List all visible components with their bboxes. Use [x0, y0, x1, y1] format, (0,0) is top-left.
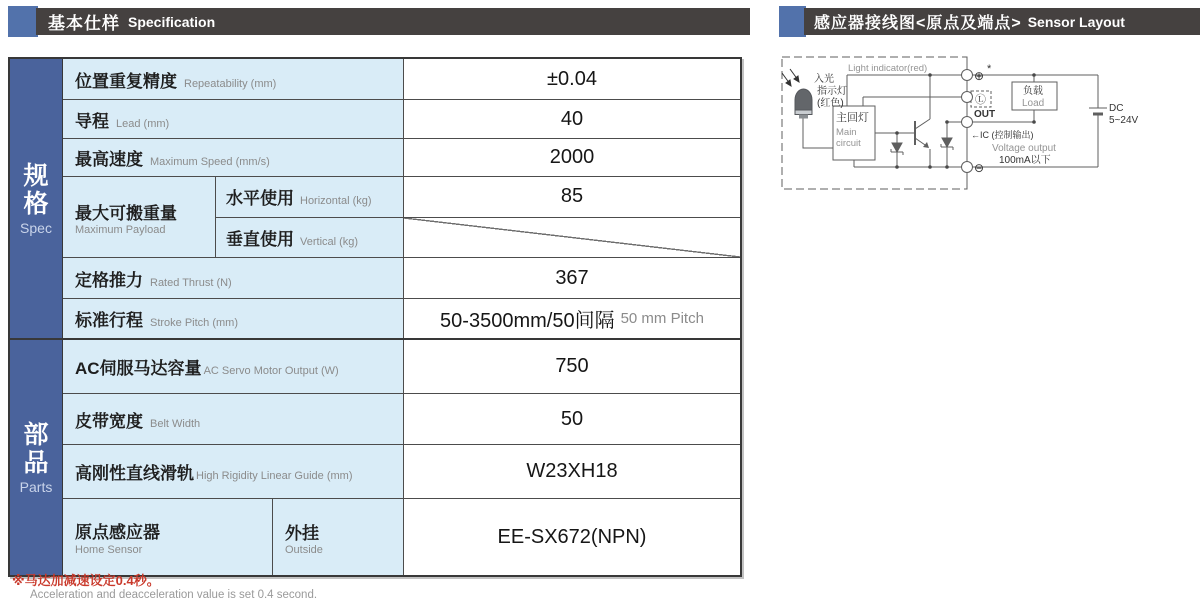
- sensor-layout-header-bar: [804, 8, 1200, 35]
- led-icon: [795, 89, 812, 119]
- row-label-cn: 水平使用: [226, 189, 294, 209]
- row-value: 750: [404, 340, 740, 393]
- row-label-cn: 最高速度: [75, 150, 143, 169]
- section-label-parts-cn: 部品: [23, 420, 49, 477]
- light-arrows-icon: [782, 69, 799, 86]
- row-label-cn: 标准行程: [75, 311, 143, 330]
- row-value: EE-SX672(NPN): [404, 499, 740, 575]
- row-label-cn: 最大可搬重量: [75, 203, 177, 223]
- row-value: 367: [404, 258, 740, 298]
- stroke-pitch-value: 50-3500mm/50间隔: [440, 310, 615, 332]
- stroke-pitch-value-en: 50 mm Pitch: [620, 310, 704, 327]
- section-label-parts-en: Parts: [19, 478, 53, 495]
- footnote-en: Acceleration and deacceleration value is set 0.4 second.: [30, 589, 318, 601]
- load-label-cn: 负载: [1023, 86, 1043, 97]
- row-label-cn: AC伺服马达容量: [75, 359, 202, 378]
- terminal-star-label: *: [987, 63, 992, 75]
- row-value: 85: [404, 177, 740, 217]
- section-label-spec-en: Spec: [20, 219, 52, 236]
- table-row-max-speed: [63, 139, 740, 177]
- specification-table: [8, 57, 742, 577]
- row-label-en: High Rigidity Linear Guide (mm): [196, 470, 353, 482]
- payload-label: [63, 177, 216, 257]
- row-label-en: Vertical (kg): [300, 235, 359, 248]
- main-circuit-label-cn: 主回灯: [836, 112, 869, 124]
- row-label-en: Lead (mm): [116, 117, 170, 130]
- footnote-cn: ※马达加减速设定0.4秒。: [12, 573, 160, 588]
- table-row-lead: [63, 100, 740, 139]
- terminal-plus-label: ⊕: [974, 69, 985, 83]
- table-row-stroke-pitch: [63, 299, 740, 338]
- accent-square-right: [779, 6, 806, 37]
- row-value: 2000: [404, 139, 740, 176]
- table-row-max-payload: [63, 177, 740, 258]
- row-value-na-diagonal: [404, 218, 740, 258]
- row-value: ±0.04: [404, 59, 740, 99]
- specification-title-en: Specification: [128, 13, 216, 30]
- row-label-cn: 皮带宽度: [75, 411, 143, 431]
- row-label-cn: 高刚性直线滑轨: [75, 464, 194, 483]
- section-label-spec-cn: 规格: [23, 161, 49, 218]
- row-value: [404, 299, 740, 338]
- terminal-out-label: OUT: [974, 109, 996, 120]
- row-label-en: Rated Thrust (N): [150, 276, 232, 289]
- row-label-cn: 原点感应器: [75, 523, 160, 542]
- dc-label: DC: [1109, 103, 1124, 114]
- home-sensor-label: [63, 499, 273, 575]
- table-row-rated-thrust: [63, 258, 740, 299]
- row-label-en: Maximum Payload: [75, 223, 166, 236]
- current-limit-label: 100mA以下: [999, 155, 1051, 166]
- sensor-layout-title-cn: 感应器接线图<原点及端点>: [814, 15, 1022, 32]
- row-label-cn: 导程: [75, 111, 109, 131]
- main-circuit-label-en1: Main: [836, 127, 857, 138]
- table-row-repeatability: [63, 59, 740, 100]
- row-label-en: AC Servo Motor Output (W): [203, 365, 339, 377]
- row-label-en: Outside: [285, 543, 323, 556]
- dc-voltage-label: 5~24V: [1109, 115, 1139, 126]
- voltage-output-label: Voltage output: [992, 143, 1056, 154]
- table-row-belt-width: [63, 394, 740, 445]
- specification-title-cn: 基本仕样: [48, 14, 120, 33]
- section-spec: [10, 59, 740, 338]
- ic-output-label: ←IC (控制输出): [971, 130, 1034, 140]
- section-label-parts: [10, 340, 63, 575]
- sensor-layout-title-en: Sensor Layout: [1027, 13, 1125, 30]
- row-label-en: Repeatability (mm): [184, 77, 277, 90]
- table-row-servo-output: [63, 340, 740, 394]
- row-value: W23XH18: [404, 445, 740, 498]
- row-value: 40: [404, 100, 740, 138]
- row-label-en: Belt Width: [150, 417, 201, 430]
- row-label-cn: 定格推力: [75, 270, 143, 290]
- specification-header-bar: [36, 8, 750, 35]
- row-label-en: Home Sensor: [75, 544, 143, 556]
- section-parts: [10, 338, 740, 575]
- transistor-emitter-arrow: [923, 142, 929, 148]
- row-label-cn: 外挂: [285, 523, 319, 543]
- main-circuit-label-en2: circuit: [836, 138, 861, 149]
- home-sensor-mount-label: [273, 499, 404, 575]
- sensor-wiring-diagram: [778, 50, 1200, 200]
- led-label-1: 入光: [814, 74, 834, 85]
- row-label-cn: 位置重复精度: [75, 71, 177, 91]
- row-label-en: Stroke Pitch (mm): [150, 317, 239, 329]
- table-row-horizontal: [216, 177, 740, 217]
- terminal-minus-label: ⊖: [974, 161, 985, 175]
- accent-square-left: [8, 6, 38, 37]
- terminal-l-label: Ⓛ: [975, 94, 986, 106]
- row-label-en: Maximum Speed (mm/s): [150, 156, 270, 168]
- table-row-home-sensor: [63, 499, 740, 575]
- row-label-en: Horizontal (kg): [300, 195, 372, 208]
- led-label-3: (红色): [817, 98, 844, 109]
- row-label-cn: 垂直使用: [226, 229, 294, 249]
- section-label-spec: [10, 59, 63, 338]
- light-indicator-label: Light indicator(red): [848, 63, 928, 74]
- load-label-en: Load: [1022, 98, 1045, 109]
- table-row-linear-guide: [63, 445, 740, 499]
- led-label-2: 指示灯: [817, 86, 847, 97]
- row-value: 50: [404, 394, 740, 444]
- table-row-vertical: [216, 217, 740, 258]
